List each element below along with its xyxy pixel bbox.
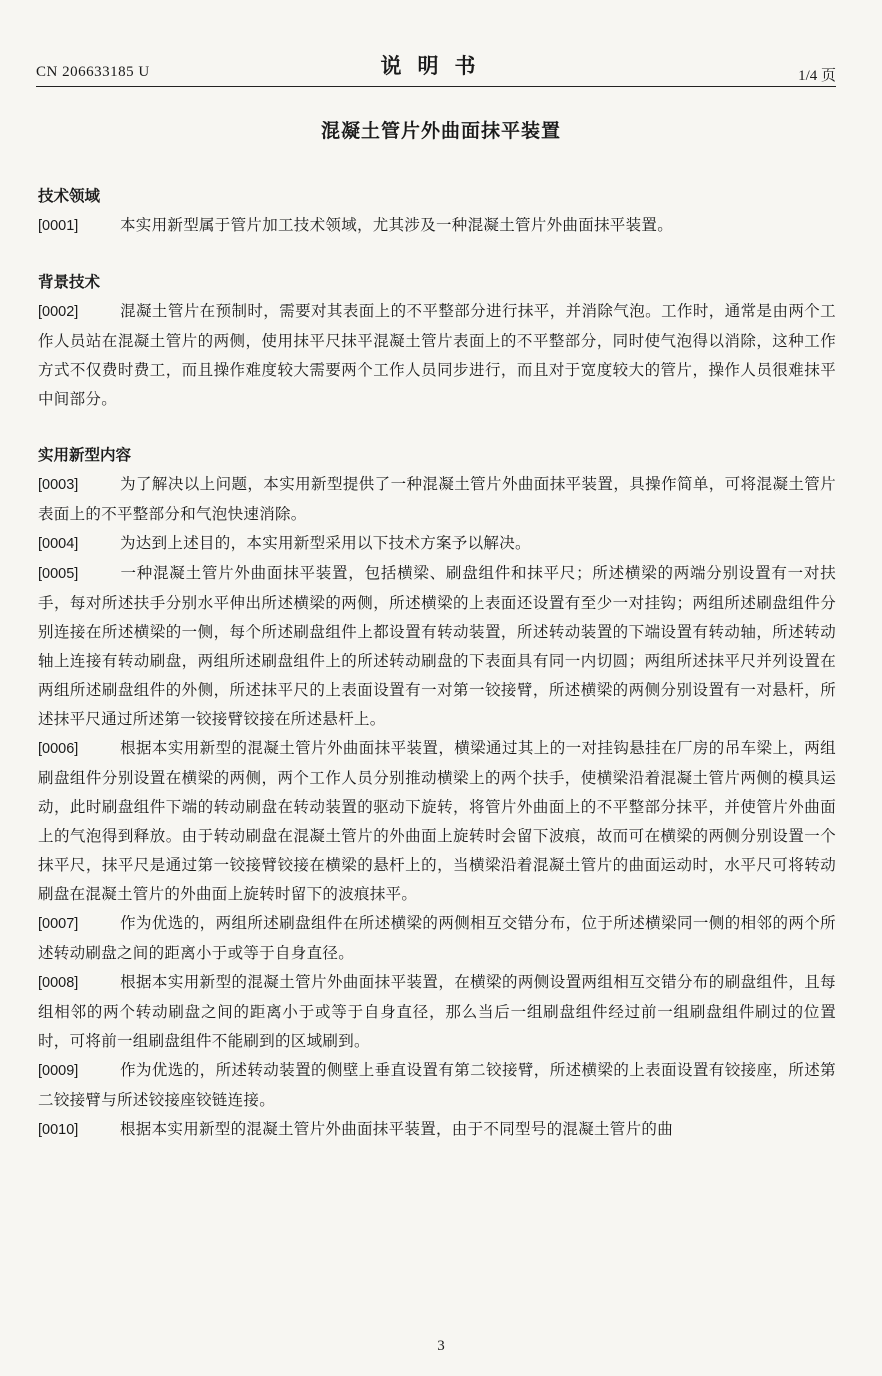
page-of-label: 1/4 页 [798,68,836,84]
paragraph-number: [0002] [38,304,79,320]
section-heading: 背景技术 [38,273,101,291]
section-heading: 实用新型内容 [38,446,132,464]
document-body [38,182,836,1145]
paragraph-text: 根据本实用新型的混凝土管片外曲面抹平装置，在横梁的两侧设置两组相互交错分布的刷盘组件，且每组相邻的两个转动刷盘之间的距离小于或等于自身直径，那么当后一组刷盘组件经过前一组刷盘组件刷过的位置时，可将前一组刷盘组件不能刷到的区域刷到。 [38,973,836,1050]
paragraph-number: [0001] [38,218,79,234]
paragraph-number: [0009] [38,1063,79,1079]
paragraph [38,559,836,734]
paragraph-text: 根据本实用新型的混凝土管片外曲面抹平装置，由于不同型号的混凝土管片的曲 [120,1120,674,1138]
paragraph [38,909,836,968]
paragraph [38,1115,836,1145]
paragraph-text: 本实用新型属于管片加工技术领域，尤其涉及一种混凝土管片外曲面抹平装置。 [120,216,674,234]
paragraph-number: [0003] [38,477,79,493]
paragraph [38,968,836,1056]
section-gap [38,241,836,268]
page-header [36,46,836,86]
paragraph-text: 混凝土管片在预制时，需要对其表面上的不平整部分进行抹平，并消除气泡。工作时，通常是由两个工作人员站在混凝土管片的两侧，使用抹平尺抹平混凝土管片表面上的不平整部分，同时使气泡得以消除，这种工作方式不仅费时费工，而且操作难度较大需要两个工作人员同步进行，而且对于宽度较大的管片，操作人员很难抹平中间部分。 [38,302,836,408]
header-rule [36,86,836,87]
paragraph-number: [0006] [38,741,79,757]
paragraph [38,734,836,909]
paragraph [38,529,836,559]
paragraph [38,211,836,241]
paragraph [38,1056,836,1115]
paragraph-number: [0004] [38,536,79,552]
paragraph [38,470,836,529]
document-title: 混凝土管片外曲面抹平装置 [320,120,561,142]
patent-number: CN 206633185 U [36,64,150,80]
paragraph-text: 根据本实用新型的混凝土管片外曲面抹平装置，横梁通过其上的一对挂钩悬挂在厂房的吊车梁上，两组刷盘组件分别设置在横梁的两侧，两个工作人员分别推动横梁上的两个扶手，使横梁沿着混凝土管片两侧的模具运动，此时刷盘组件下端的转动刷盘在转动装置的驱动下旋转，将管片外曲面上的不平整部分抹平，并使管片外曲面上的气泡得到释放。由于转动刷盘在混凝土管片的外曲面上旋转时会留下波痕，故而可在横梁的两侧分别设置一个抹平尺，抹平尺是通过第一铰接臂铰接在横梁的悬杆上的，当横梁沿着混凝土管片的曲面运动时，水平尺可将转动刷盘在混凝土管片的外曲面上旋转时留下的波痕抹平。 [38,739,836,903]
section-gap [38,414,836,441]
section-heading: 技术领域 [38,187,101,205]
paragraph-text: 为达到上述目的，本实用新型采用以下技术方案予以解决。 [120,534,531,552]
paragraph-text: 为了解决以上问题，本实用新型提供了一种混凝土管片外曲面抹平装置，具操作简单，可将混凝土管片表面上的不平整部分和气泡快速消除。 [38,475,836,523]
paragraph-text: 作为优选的，两组所述刷盘组件在所述横梁的两侧相互交错分布，位于所述横梁同一侧的相邻的两个所述转动刷盘之间的距离小于或等于自身直径。 [38,914,836,962]
paragraph-number: [0005] [38,566,79,582]
paragraph-number: [0010] [38,1122,79,1138]
paragraph [38,297,836,414]
page-number: 3 [437,1338,445,1354]
paragraph-text: 一种混凝土管片外曲面抹平装置，包括横梁、刷盘组件和抹平尺；所述横梁的两端分别设置有一对扶手，每对所述扶手分别水平伸出所述横梁的两侧，所述横梁的上表面还设置有至少一对挂钩；两组所述刷盘组件分别连接在所述横梁的一侧，每个所述刷盘组件上都设置有转动装置，所述转动装置的下端设置有转动轴，所述转动轴上连接有转动刷盘，两组所述刷盘组件上的所述转动刷盘的下表面具有同一内切圆；两组所述抹平尺并列设置在两组所述刷盘组件的外侧，所述抹平尺的上表面设置有一对第一铰接臂，所述横梁的两侧分别设置有一对悬杆，所述抹平尺通过所述第一铰接臂铰接在所述悬杆上。 [38,564,836,728]
doc-type-label: 说明书 [380,54,492,78]
paragraph-number: [0008] [38,975,79,991]
paragraph-number: [0007] [38,916,79,932]
paragraph-text: 作为优选的，所述转动装置的侧壁上垂直设置有第二铰接臂，所述横梁的上表面设置有铰接座，所述第二铰接臂与所述铰接座铰链连接。 [38,1061,836,1109]
